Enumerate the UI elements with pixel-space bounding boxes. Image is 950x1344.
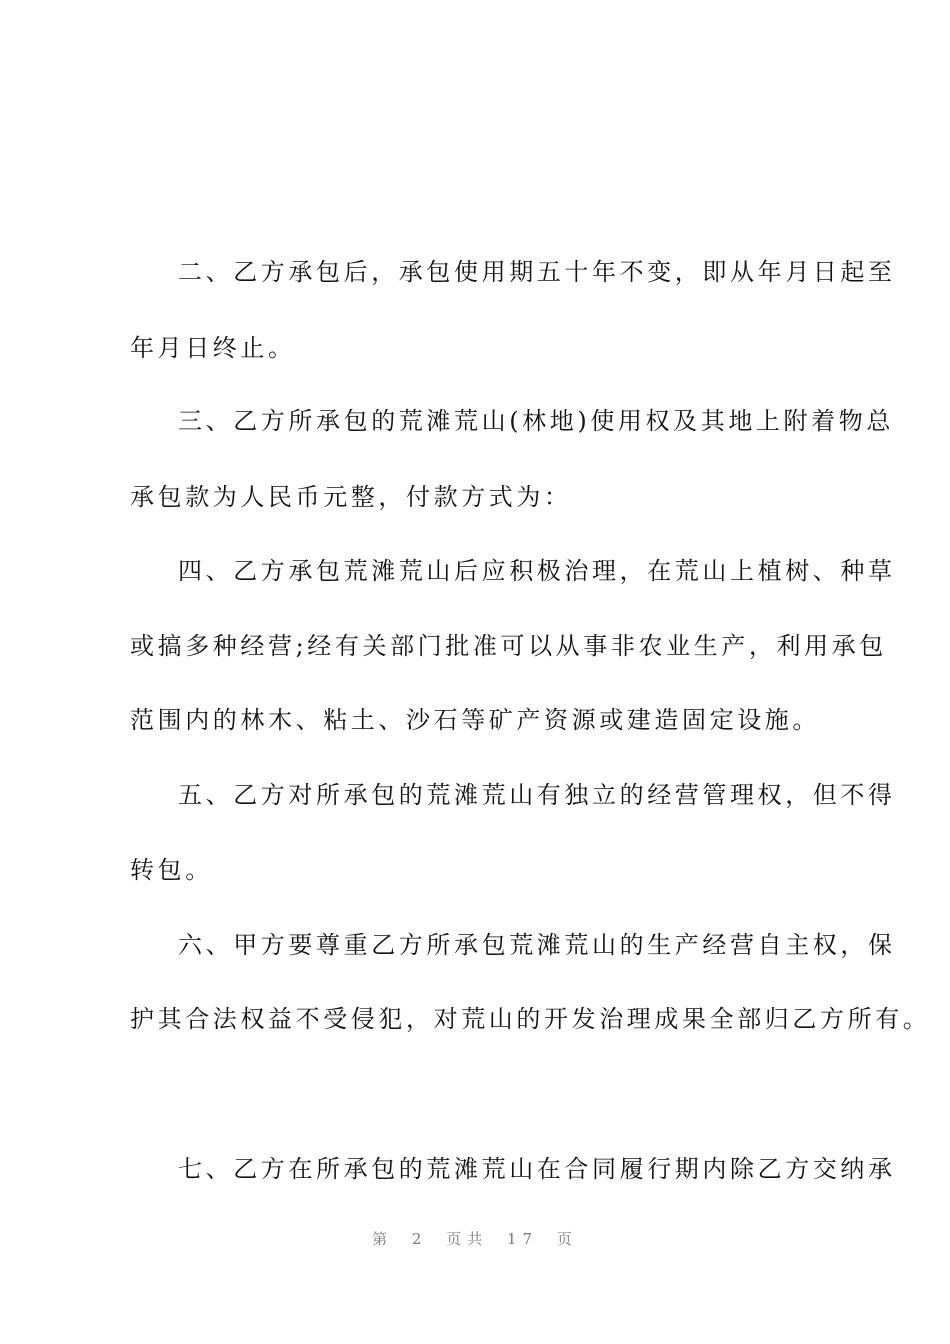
- paragraph-line: 护其合法权益不受侵犯，对荒山的开发治理成果全部归乙方所有。: [130, 1005, 931, 1033]
- paragraph-line: 或搞多种经营;经有关部门批准可以从事非农业生产，利用承包: [130, 632, 887, 660]
- paragraph-line: 四、乙方承包荒滩荒山后应积极治理，在荒山上植树、种草: [178, 557, 896, 585]
- paragraph-line: 年月日终止。: [130, 334, 296, 362]
- footer-middle: 页共: [446, 1230, 489, 1248]
- paragraph-line: 二、乙方承包后，承包使用期五十年不变，即从年月日起至: [178, 258, 896, 286]
- footer-page-number: 2: [411, 1230, 428, 1248]
- footer-suffix: 页: [556, 1230, 578, 1248]
- paragraph-line: 承包款为人民币元整，付款方式为：: [130, 483, 572, 511]
- paragraph-line: 转包。: [130, 856, 213, 884]
- footer-prefix: 第: [372, 1230, 394, 1248]
- paragraph-line: 三、乙方所承包的荒滩荒山(林地)使用权及其地上附着物总: [178, 407, 894, 435]
- paragraph-line: 六、甲方要尊重乙方所承包荒滩荒山的生产经营自主权，保: [178, 931, 896, 959]
- paragraph-line: 五、乙方对所承包的荒滩荒山有独立的经营管理权，但不得: [178, 781, 896, 809]
- paragraph-line: 范围内的林木、粘土、沙石等矿产资源或建造固定设施。: [130, 706, 820, 734]
- page-footer: [0, 1228, 950, 1249]
- paragraph-line: 七、乙方在所承包的荒滩荒山在合同履行期内除乙方交纳承: [178, 1155, 896, 1183]
- footer-total-pages: 17: [507, 1230, 539, 1248]
